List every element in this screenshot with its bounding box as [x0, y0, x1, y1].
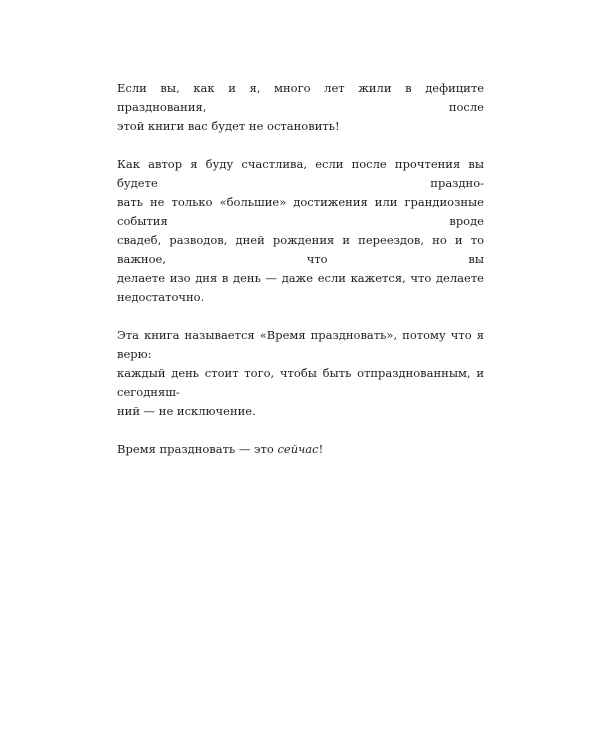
text-line	[117, 440, 484, 459]
text-line: Как автор я буду счастлива, если после прочтения вы будете праздно-	[117, 157, 484, 190]
paragraph-2	[117, 155, 484, 307]
text-line: Если вы, как и я, много лет жили в дефиците празднования, после	[117, 81, 484, 114]
text-line: делаете изо дня в день — даже если кажется, что делаете недостаточно.	[117, 271, 484, 304]
text-line: каждый день стоит того, чтобы быть отпразднованным, и сегодняш-	[117, 366, 484, 399]
text-line: вать не только «большие» достижения или грандиозные события вроде	[117, 195, 484, 228]
emphasis-word: сейчас	[277, 442, 319, 456]
text-line: этой книги вас будет не остановить!	[117, 119, 340, 133]
paragraph-4	[117, 440, 484, 459]
paragraph-1	[117, 79, 484, 136]
text-segment: !	[318, 442, 324, 456]
text-segment: Время праздновать — это	[117, 442, 278, 456]
text-line: ний — не исключение.	[117, 404, 256, 418]
page-text-block	[117, 79, 484, 478]
text-line: свадеб, разводов, дней рождения и переездов, но и то важное, что вы	[117, 233, 484, 266]
text-line: Эта книга называется «Время праздновать», потому что я верю:	[117, 328, 484, 361]
paragraph-3	[117, 326, 484, 421]
